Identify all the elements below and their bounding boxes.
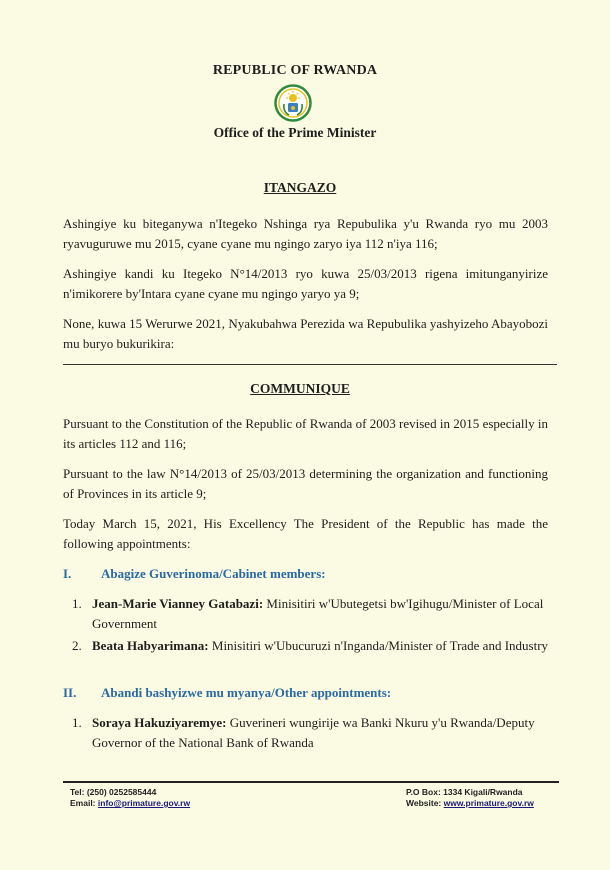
english-paragraph-2: Pursuant to the law N°14/2013 of 25/03/2013 determining the organization and functioning of Provinces in its article 9; (63, 466, 548, 501)
footer-tel: Tel: (250) 0252585444 (70, 787, 157, 797)
appointee-name: Jean-Marie Vianney Gatabazi: (92, 596, 264, 611)
appointee-role: Guverineri wungirije wa Banki Nkuru y'u Rwanda/Deputy Governor of the National Bank of Rwanda (92, 715, 535, 750)
list-item (72, 636, 550, 656)
appointee-role: Minisitiri w'Ubucuruzi n'Inganda/Minister of Trade and Industry (211, 638, 549, 653)
kinyarwanda-paragraph-3: None, kuwa 15 Werurwe 2021, Nyakubahwa Perezida wa Repubulika yashyizeho Abayobozi mu buryo bukurikira: (63, 316, 548, 351)
footer-email (70, 798, 190, 808)
footer-divider (63, 781, 559, 783)
footer-website (406, 798, 534, 808)
list-item (72, 594, 550, 634)
section-cabinet-members (63, 566, 326, 582)
office-title: Office of the Prime Minister (213, 125, 377, 140)
english-paragraph-1: Pursuant to the Constitution of the Republic of Rwanda of 2003 revised in 2015 especially in its articles 112 and 116; (63, 416, 548, 451)
section-number: II. (63, 685, 77, 700)
appointee-name: Soraya Hakuziyaremye: (92, 715, 227, 730)
kinyarwanda-paragraph-2: Ashingiye kandi ku Itegeko N°14/2013 ryo kuwa 25/03/2013 rigena imitunganyirize n'imikorere by'Intara cyane cyane mu ngingo yaryo ya 9; (63, 266, 548, 301)
national-seal-icon (274, 84, 312, 122)
email-label: Email: (70, 798, 96, 808)
appointee-name: Beata Habyarimana: (92, 638, 209, 653)
footer-pobox: P.O Box: 1334 Kigali/Rwanda (406, 787, 523, 797)
english-paragraph-3: Today March 15, 2021, His Excellency The President of the Republic has made the following appointments: (63, 516, 548, 551)
section-number: I. (63, 566, 72, 581)
list-item (72, 713, 550, 753)
country-title: REPUBLIC OF RWANDA (212, 63, 378, 78)
website-label: Website: (406, 798, 442, 808)
item-number: 1. (72, 596, 82, 611)
communique-heading: COMMUNIQUE (250, 381, 350, 396)
appointee-role: Minisitiri w'Ubutegetsi bw'Igihugu/Minister of Local Government (92, 596, 544, 631)
item-number: 2. (72, 638, 82, 653)
section-divider (63, 364, 557, 365)
website-link[interactable]: www.primature.gov.rw (443, 798, 534, 808)
section-title: Abandi bashyizwe mu myanya/Other appointments: (101, 685, 392, 700)
section-title: Abagize Guverinoma/Cabinet members: (101, 566, 326, 581)
email-link[interactable]: info@primature.gov.rw (97, 798, 191, 808)
item-number: 1. (72, 715, 82, 730)
kinyarwanda-paragraph-1: Ashingiye ku biteganywa n'Itegeko Nshinga rya Repubulika y'u Rwanda ryo mu 2003 ryavuguruwe mu 2015, cyane cyane mu ngingo zaryo iya 112 n'iya 116; (63, 216, 548, 251)
itangazo-heading: ITANGAZO (263, 180, 337, 195)
section-other-appointments (63, 685, 391, 701)
